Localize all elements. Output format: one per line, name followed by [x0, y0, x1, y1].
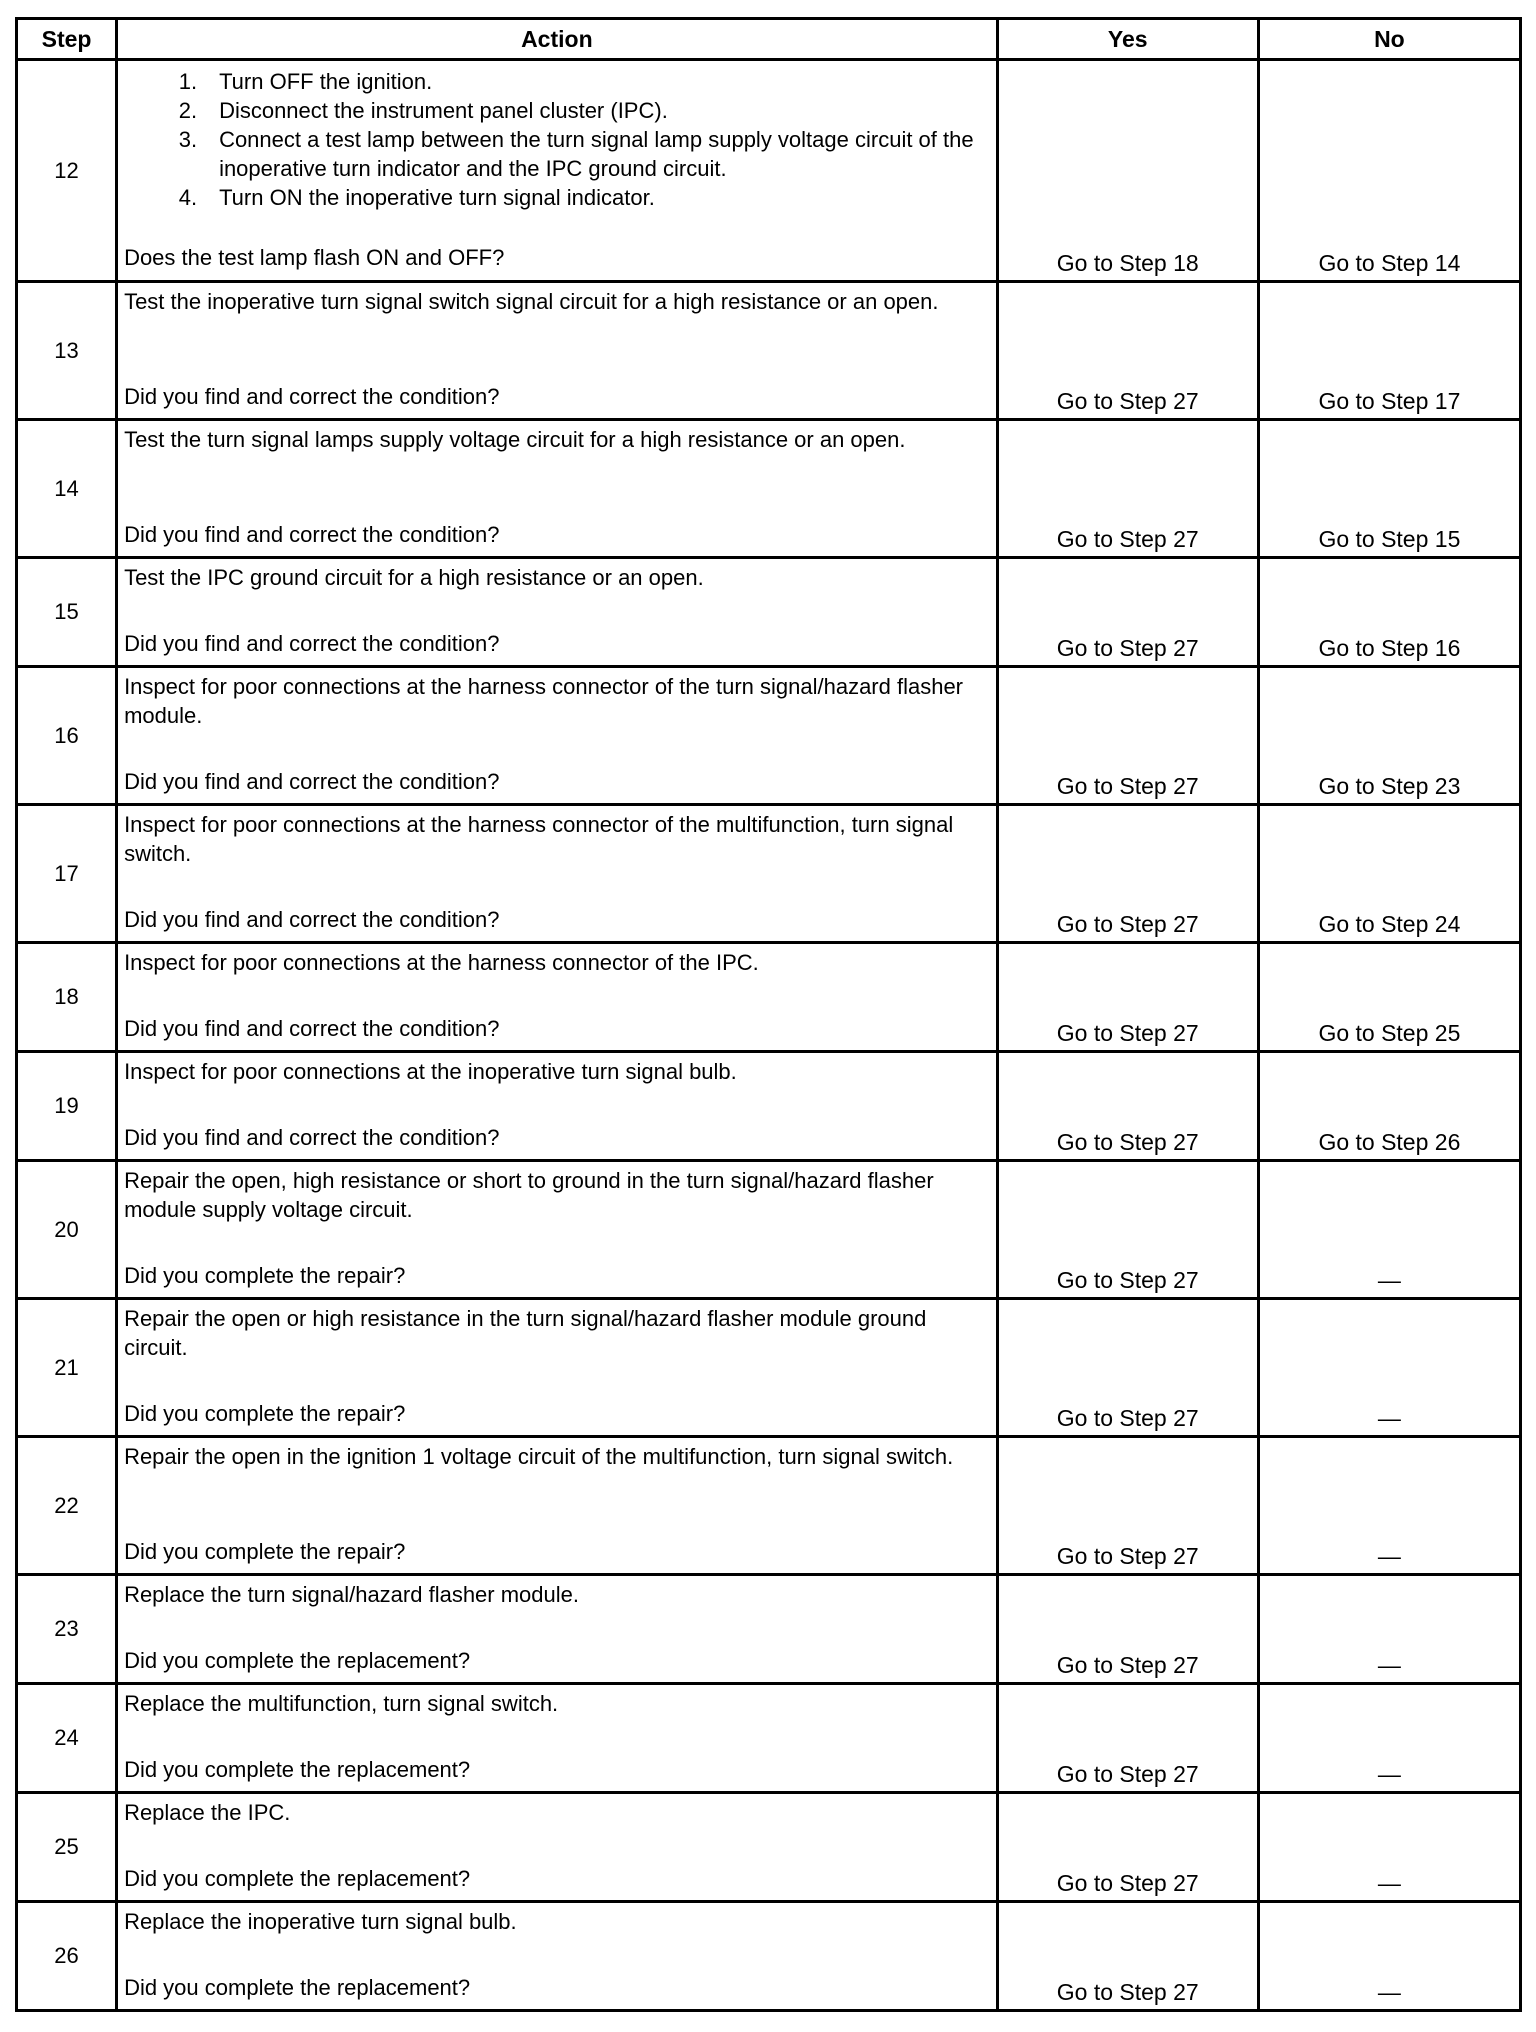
- header-row: [17, 19, 1521, 60]
- list-number: 4.: [178, 185, 198, 210]
- instruction-text: Replace the multifunction, turn signal switch.: [124, 1691, 559, 1716]
- action-cell: [117, 1052, 998, 1161]
- yes-result: Go to Step 27: [997, 1437, 1258, 1575]
- table-row: [17, 1052, 1521, 1161]
- no-result: —: [1258, 1684, 1520, 1793]
- question-text: Did you complete the replacement?: [124, 1757, 471, 1782]
- header-step: Step: [17, 19, 117, 60]
- no-result: Go to Step 26: [1258, 1052, 1520, 1161]
- question-text: Did you find and correct the condition?: [124, 769, 500, 794]
- table-row: [17, 1299, 1521, 1437]
- diagnostic-table: [15, 17, 1522, 2012]
- table-row: [17, 420, 1521, 558]
- procedure-list: [124, 67, 988, 212]
- question-text: Did you complete the repair?: [124, 1401, 406, 1426]
- instruction-text: Test the IPC ground circuit for a high resistance or an open.: [124, 565, 704, 590]
- action-cell: [117, 1437, 998, 1575]
- step-number: 18: [17, 943, 117, 1052]
- header-no: No: [1258, 19, 1520, 60]
- no-result: Go to Step 24: [1258, 805, 1520, 943]
- step-number: 13: [17, 282, 117, 420]
- no-result: —: [1258, 1575, 1520, 1684]
- question-text: Did you complete the replacement?: [124, 1975, 471, 2000]
- no-result: —: [1258, 1161, 1520, 1299]
- no-result: Go to Step 25: [1258, 943, 1520, 1052]
- no-result: Go to Step 16: [1258, 558, 1520, 667]
- header-action: Action: [117, 19, 998, 60]
- question-text: Did you complete the replacement?: [124, 1648, 471, 1673]
- action-cell: [117, 1299, 998, 1437]
- table-row: [17, 1902, 1521, 2011]
- instruction-text: Test the inoperative turn signal switch signal circuit for a high resistance or an open.: [124, 289, 939, 314]
- list-text: Turn OFF the ignition.: [219, 69, 433, 94]
- no-result: Go to Step 17: [1258, 282, 1520, 420]
- list-item: [124, 183, 988, 212]
- yes-result: Go to Step 27: [997, 1684, 1258, 1793]
- question-text: Did you complete the replacement?: [124, 1866, 471, 1891]
- action-cell: [117, 1161, 998, 1299]
- list-item: [124, 96, 988, 125]
- no-result: —: [1258, 1793, 1520, 1902]
- yes-result: Go to Step 27: [997, 1793, 1258, 1902]
- table-row: [17, 1437, 1521, 1575]
- action-cell: [117, 282, 998, 420]
- action-cell: [117, 805, 998, 943]
- yes-result: Go to Step 27: [997, 558, 1258, 667]
- no-result: —: [1258, 1437, 1520, 1575]
- list-number: 3.: [178, 127, 198, 152]
- no-result: Go to Step 23: [1258, 667, 1520, 805]
- no-result: Go to Step 15: [1258, 420, 1520, 558]
- yes-result: Go to Step 27: [997, 282, 1258, 420]
- question-text: Did you find and correct the condition?: [124, 522, 500, 547]
- step-number: 14: [17, 420, 117, 558]
- yes-result: Go to Step 27: [997, 1299, 1258, 1437]
- instruction-text: Inspect for poor connections at the harness connector of the IPC.: [124, 950, 759, 975]
- yes-result: Go to Step 27: [997, 1902, 1258, 2011]
- step-number: 24: [17, 1684, 117, 1793]
- table-row: [17, 60, 1521, 282]
- yes-result: Go to Step 27: [997, 420, 1258, 558]
- yes-result: Go to Step 27: [997, 1575, 1258, 1684]
- instruction-text: Inspect for poor connections at the harness connector of the multifunction, turn signal switch.: [124, 812, 954, 866]
- instruction-text: Repair the open, high resistance or short to ground in the turn signal/hazard flasher module supply voltage circuit.: [124, 1168, 934, 1222]
- table-row: [17, 1684, 1521, 1793]
- yes-result: Go to Step 27: [997, 1052, 1258, 1161]
- list-text: Turn ON the inoperative turn signal indicator.: [219, 185, 655, 210]
- question-text: Did you find and correct the condition?: [124, 907, 500, 932]
- question-text: Did you complete the repair?: [124, 1263, 406, 1288]
- step-number: 19: [17, 1052, 117, 1161]
- action-cell: [117, 558, 998, 667]
- instruction-text: Replace the IPC.: [124, 1800, 291, 1825]
- instruction-text: Repair the open in the ignition 1 voltage circuit of the multifunction, turn signal switch.: [124, 1444, 954, 1469]
- list-number: 2.: [178, 98, 198, 123]
- question-text: Did you find and correct the condition?: [124, 631, 500, 656]
- question-text: Does the test lamp flash ON and OFF?: [124, 245, 505, 270]
- question-text: Did you complete the repair?: [124, 1539, 406, 1564]
- question-text: Did you find and correct the condition?: [124, 384, 500, 409]
- step-number: 20: [17, 1161, 117, 1299]
- table-row: [17, 805, 1521, 943]
- no-result: Go to Step 14: [1258, 60, 1520, 282]
- action-cell: [117, 1793, 998, 1902]
- table-row: [17, 1575, 1521, 1684]
- yes-result: Go to Step 27: [997, 1161, 1258, 1299]
- question-text: Did you find and correct the condition?: [124, 1016, 500, 1041]
- yes-result: Go to Step 18: [997, 60, 1258, 282]
- list-number: 1.: [178, 69, 198, 94]
- action-cell: [117, 667, 998, 805]
- instruction-text: Repair the open or high resistance in the turn signal/hazard flasher module ground circuit.: [124, 1306, 927, 1360]
- instruction-text: Inspect for poor connections at the inoperative turn signal bulb.: [124, 1059, 737, 1084]
- yes-result: Go to Step 27: [997, 943, 1258, 1052]
- step-number: 16: [17, 667, 117, 805]
- action-cell: [117, 1684, 998, 1793]
- action-cell: [117, 1575, 998, 1684]
- step-number: 22: [17, 1437, 117, 1575]
- step-number: 23: [17, 1575, 117, 1684]
- instruction-text: Replace the turn signal/hazard flasher module.: [124, 1582, 579, 1607]
- question-text: Did you find and correct the condition?: [124, 1125, 500, 1150]
- action-cell: [117, 1902, 998, 2011]
- table-row: [17, 1793, 1521, 1902]
- step-number: 25: [17, 1793, 117, 1902]
- instruction-text: Test the turn signal lamps supply voltage circuit for a high resistance or an open.: [124, 427, 906, 452]
- step-number: 21: [17, 1299, 117, 1437]
- header-yes: Yes: [997, 19, 1258, 60]
- action-cell: [117, 420, 998, 558]
- table-row: [17, 1161, 1521, 1299]
- step-number: 15: [17, 558, 117, 667]
- list-item: [124, 125, 988, 183]
- list-text: Connect a test lamp between the turn signal lamp supply voltage circuit of the inoperative turn indicator and the IPC ground circuit.: [219, 127, 974, 181]
- step-number: 12: [17, 60, 117, 282]
- list-item: [124, 67, 988, 96]
- table-row: [17, 943, 1521, 1052]
- action-cell: [117, 943, 998, 1052]
- no-result: —: [1258, 1299, 1520, 1437]
- yes-result: Go to Step 27: [997, 805, 1258, 943]
- table-row: [17, 558, 1521, 667]
- list-text: Disconnect the instrument panel cluster (IPC).: [219, 98, 668, 123]
- instruction-text: Inspect for poor connections at the harness connector of the turn signal/hazard flasher module.: [124, 674, 964, 728]
- no-result: —: [1258, 1902, 1520, 2011]
- step-number: 17: [17, 805, 117, 943]
- step-number: 26: [17, 1902, 117, 2011]
- instruction-text: Replace the inoperative turn signal bulb.: [124, 1909, 517, 1934]
- action-cell: [117, 60, 998, 282]
- yes-result: Go to Step 27: [997, 667, 1258, 805]
- table-row: [17, 667, 1521, 805]
- table-row: [17, 282, 1521, 420]
